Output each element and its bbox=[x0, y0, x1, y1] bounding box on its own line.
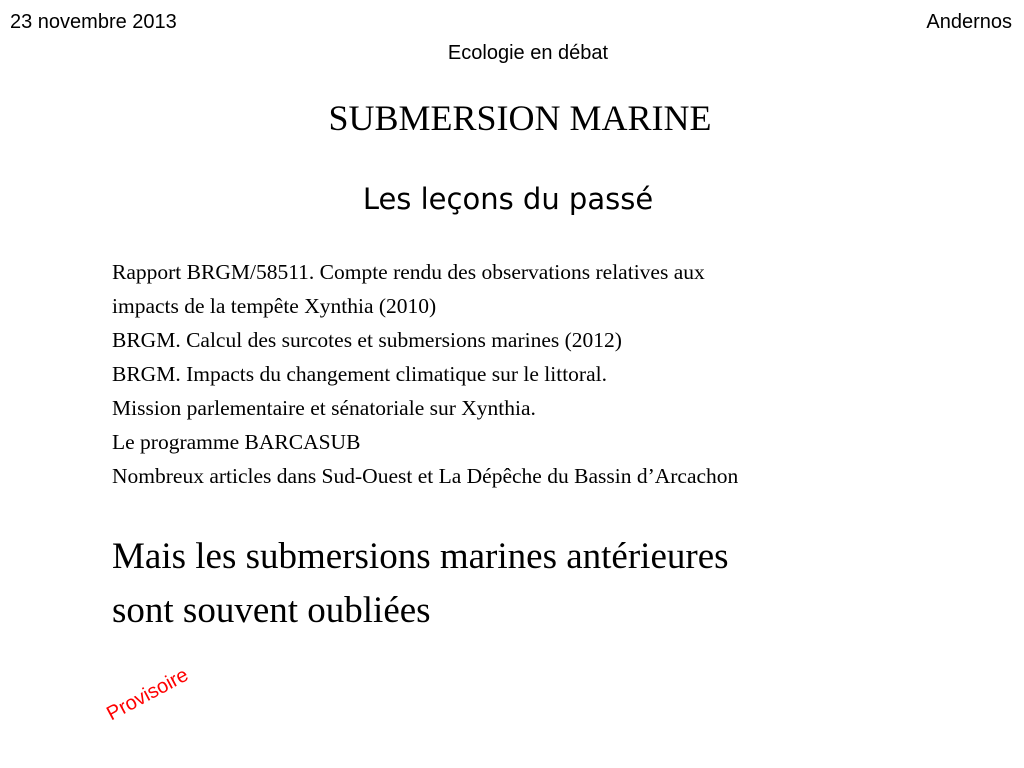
reference-line: Rapport BRGM/58511. Compte rendu des observations relatives aux bbox=[112, 260, 705, 284]
header-date: 23 novembre 2013 bbox=[10, 11, 177, 33]
statement bbox=[112, 530, 1012, 638]
header-place: Andernos bbox=[926, 11, 1012, 33]
reference-line: Le programme BARCASUB bbox=[112, 430, 361, 454]
reference-line: impacts de la tempête Xynthia (2010) bbox=[112, 294, 437, 318]
statement-line: Mais les submersions marines antérieures bbox=[112, 536, 729, 577]
provisional-stamp: Provisoire bbox=[103, 663, 193, 726]
reference-list bbox=[112, 255, 992, 493]
reference-line: Mission parlementaire et sénatoriale sur Xynthia. bbox=[112, 396, 536, 420]
reference-line: BRGM. Impacts du changement climatique sur le littoral. bbox=[112, 362, 607, 386]
page-subtitle: Ecologie en débat bbox=[447, 42, 609, 64]
page-title-2: Les leçons du passé bbox=[362, 182, 654, 216]
page-title: SUBMERSION MARINE bbox=[328, 98, 712, 138]
statement-line: sont souvent oubliées bbox=[112, 590, 431, 631]
reference-line: Nombreux articles dans Sud-Ouest et La Dépêche du Bassin d’Arcachon bbox=[112, 464, 739, 488]
reference-line: BRGM. Calcul des surcotes et submersions marines (2012) bbox=[112, 328, 622, 352]
